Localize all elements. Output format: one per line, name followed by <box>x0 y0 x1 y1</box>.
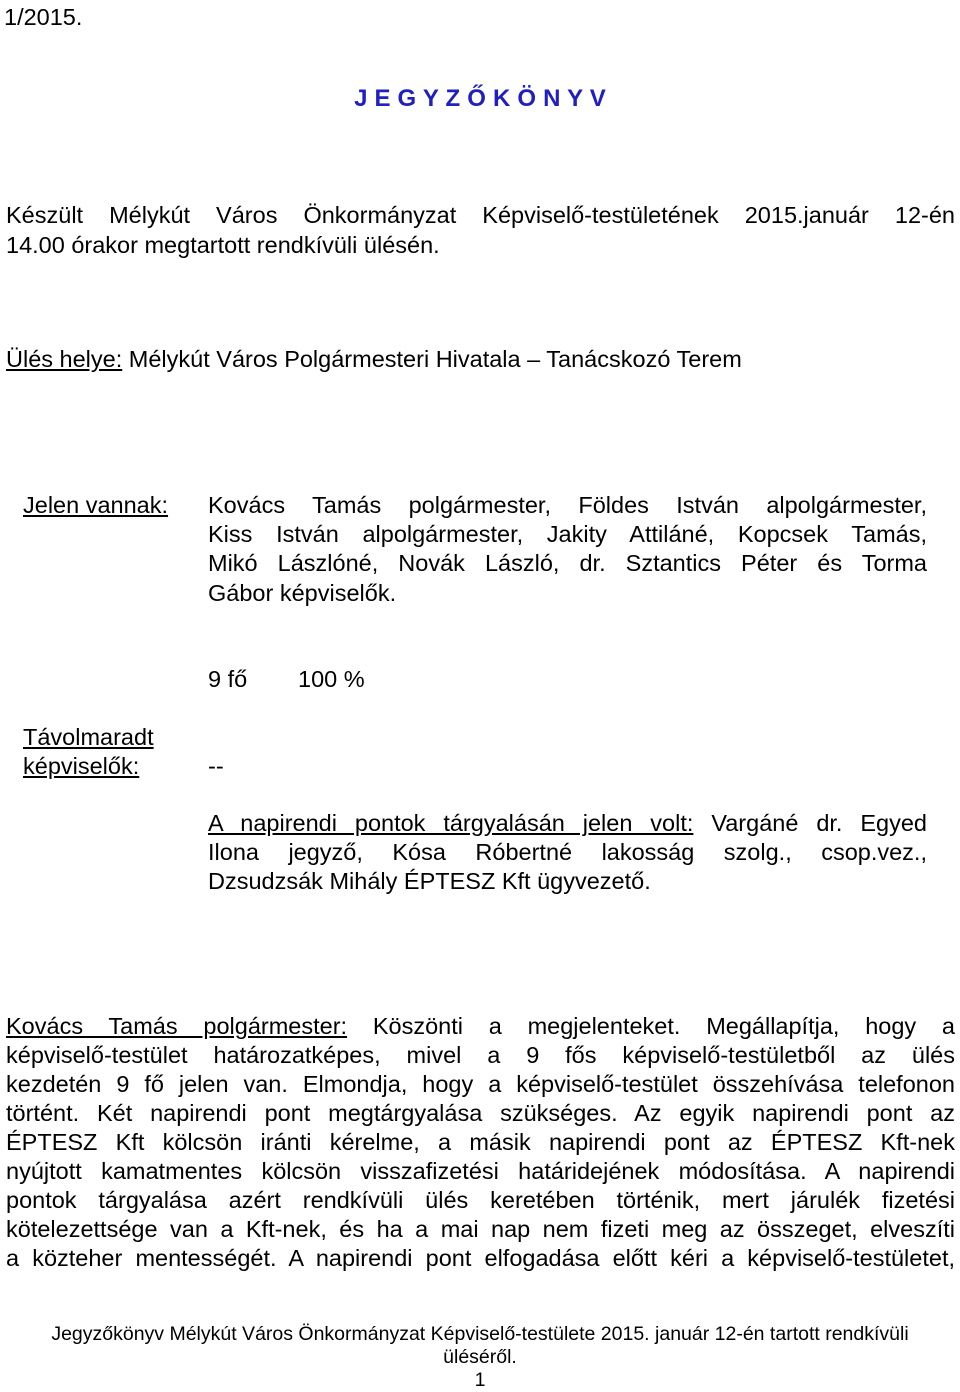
absent-label-line-1: Távolmaradt <box>23 724 154 750</box>
agenda-present-line-1-rest: Vargáné dr. Egyed <box>711 810 927 836</box>
body-line-2: képviselő-testület határozatképes, mivel a 9 fős képviselő-testületből az ülés <box>6 1042 955 1068</box>
agenda-present-line-3: Dzsudzsák Mihály ÉPTESZ Kft ügyvezető. <box>208 868 651 894</box>
body-line-6: nyújtott kamatmentes kölcsön visszafizetési határidejének módosítása. A napirendi <box>6 1158 955 1184</box>
present-line-4: Gábor képviselők. <box>208 580 397 606</box>
speaker-label: Kovács Tamás polgármester: <box>6 1013 348 1039</box>
page-number: 1 <box>474 1369 486 1391</box>
footer-line-1: Jegyzőkönyv Mélykút Város Önkormányzat Képviselő-testülete 2015. január 12-én tartott rendkívüli <box>51 1323 909 1345</box>
absent-value: -- <box>208 753 224 779</box>
body-line-7: pontok tárgyalása azért rendkívüli ülés keretében történik, mert járulék fizetési <box>6 1187 955 1213</box>
body-line-4: történt. Két napirendi pont megtárgyalása szükséges. Az egyik napirendi pont az <box>6 1100 955 1126</box>
present-line-3: Mikó Lászlóné, Novák László, dr. Sztantics Péter és Torma <box>208 550 927 576</box>
venue-label: Ülés helye: <box>6 346 123 372</box>
body-line-5: ÉPTESZ Kft kölcsön iránti kérelme, a másik napirendi pont az ÉPTESZ Kft-nek <box>6 1129 955 1155</box>
body-line-1-rest: Köszönti a megjelenteket. Megállapítja, hogy a <box>372 1013 955 1039</box>
venue-line <box>6 346 742 373</box>
intro-line-1: Készült Mélykút Város Önkormányzat Képviselő-testületének 2015.január 12-én <box>6 202 955 228</box>
document-title: J E G Y Z Ő K Ö N Y V <box>354 85 606 112</box>
body-line-1 <box>6 1013 955 1040</box>
body-line-9: a közteher mentességét. A napirendi pont elfogadása előtt kéri a képviselő-testületet, <box>6 1245 955 1271</box>
body-line-8: kötelezettsége van a Kft-nek, és ha a mai nap nem fizeti meg az összeget, elveszíti <box>6 1216 955 1242</box>
document-number: 1/2015. <box>4 4 83 30</box>
present-line-1: Kovács Tamás polgármester, Földes István alpolgármester, <box>208 492 927 518</box>
agenda-present-label: A napirendi pontok tárgyalásán jelen volt: <box>208 810 694 836</box>
footer-line-2: üléséről. <box>443 1346 517 1368</box>
body-line-3: kezdetén 9 fő jelen van. Elmondja, hogy a képviselő-testület összehívása telefonon <box>6 1071 955 1097</box>
present-label: Jelen vannak: <box>23 492 169 518</box>
agenda-present-line-2: Ilona jegyző, Kósa Róbertné lakosság szolg., csop.vez., <box>208 839 927 865</box>
absent-label-line-2: képviselők: <box>23 753 140 779</box>
present-line-2: Kiss István alpolgármester, Jakity Attiláné, Kopcsek Tamás, <box>208 521 927 547</box>
present-percent: 100 % <box>298 666 365 692</box>
present-count: 9 fő <box>208 666 248 692</box>
agenda-present-line-1 <box>208 810 927 837</box>
intro-line-2: 14.00 órakor megtartott rendkívüli ülésén. <box>6 232 440 258</box>
venue-text: Mélykút Város Polgármesteri Hivatala – Tanácskozó Terem <box>128 346 742 372</box>
